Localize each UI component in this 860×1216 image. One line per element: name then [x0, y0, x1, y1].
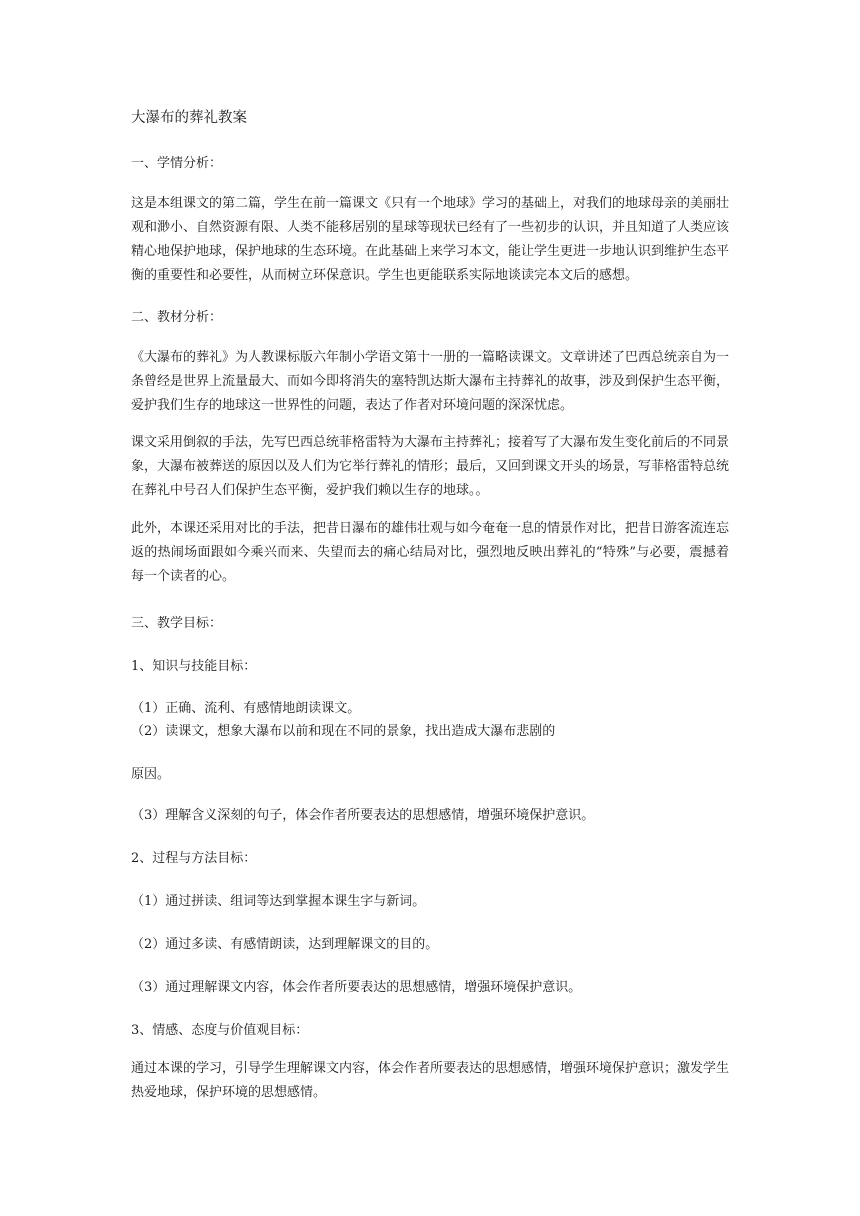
- goal-item: （2）读课文，想象大瀑布以前和现在不同的景象，找出造成大瀑布悲剧的: [131, 724, 556, 739]
- paragraph-material-intro: 《大瀑布的葬礼》为人教课标版六年制小学语文第十一册的一篇略读课文。文章讲述了巴西总统亲自为一条曾经是世界上流量最大、而如今即将消失的塞特凯达斯大瀑布主持葬礼的故事，涉及到保护生态平衡，爱护我们生存的地球这一世界性的问题，表达了作者对环境问题的深深忧虑。: [131, 350, 730, 413]
- section-heading-teaching-goals: 三、教学目标：: [131, 616, 223, 631]
- goal-item: （1）正确、流利、有感情地朗读课文。: [131, 701, 361, 716]
- goal-knowledge-skills-heading: 1、知识与技能目标：: [131, 659, 257, 674]
- goal-process-methods-heading: 2、过程与方法目标：: [131, 851, 257, 866]
- paragraph-contrast-technique: 此外，本课还采用对比的手法，把昔日瀑布的雄伟壮观与如今奄奄一息的情景作对比，把昔日游客流连忘返的热闹场面跟如今乘兴而来、失望而去的痛心结局对比，强烈地反映出葬礼的“特殊”与必要，震撼着每一个读者的心。: [131, 521, 730, 584]
- paragraph-emotion-values: 通过本课的学习，引导学生理解课文内容，体会作者所要表达的思想感情，增强环境保护意识；激发学生热爱地球，保护环境的思想感情。: [131, 1061, 730, 1100]
- document-title: 大瀑布的葬礼教案: [131, 110, 247, 126]
- goal-item: （1）通过拼读、组词等达到掌握本课生字与新词。: [131, 894, 426, 909]
- goal-item: （2）通过多读、有感情朗读，达到理解课文的目的。: [131, 937, 439, 952]
- goal-item-continuation: 原因。: [131, 767, 171, 782]
- paragraph-learner-analysis: 这是本组课文的第二篇，学生在前一篇课文《只有一个地球》学习的基础上，对我们的地球母亲的美丽壮观和渺小、自然资源有限、人类不能移居别的星球等现状已经有了一些初步的认识，并且知道了人类应该精心地保护地球，保护地球的生态环境。在此基础上来学习本文，能让学生更进一步地认识到维护生态平衡的重要性和必要性，从而树立环保意识。学生也更能联系实际地谈读完本文后的感想。: [131, 196, 730, 283]
- goal-item: （3）通过理解课文内容，体会作者所要表达的思想感情，增强环境保护意识。: [131, 980, 582, 995]
- goal-emotion-values-heading: 3、情感、态度与价值观目标：: [131, 1023, 309, 1038]
- paragraph-narrative-technique: 课文采用倒叙的手法，先写巴西总统菲格雷特为大瀑布主持葬礼；接着写了大瀑布发生变化前后的不同景象，大瀑布被葬送的原因以及人们为它举行葬礼的情形；最后，又回到课文开头的场景，写菲格雷特总统在葬礼中号召人们保护生态平衡，爱护我们赖以生存的地球。。: [131, 435, 730, 498]
- section-heading-material-analysis: 二、教材分析：: [131, 310, 223, 325]
- section-heading-learner-analysis: 一、学情分析：: [131, 156, 223, 171]
- goal-item: （3）理解含义深刻的句子，体会作者所要表达的思想感情，增强环境保护意识。: [131, 808, 595, 823]
